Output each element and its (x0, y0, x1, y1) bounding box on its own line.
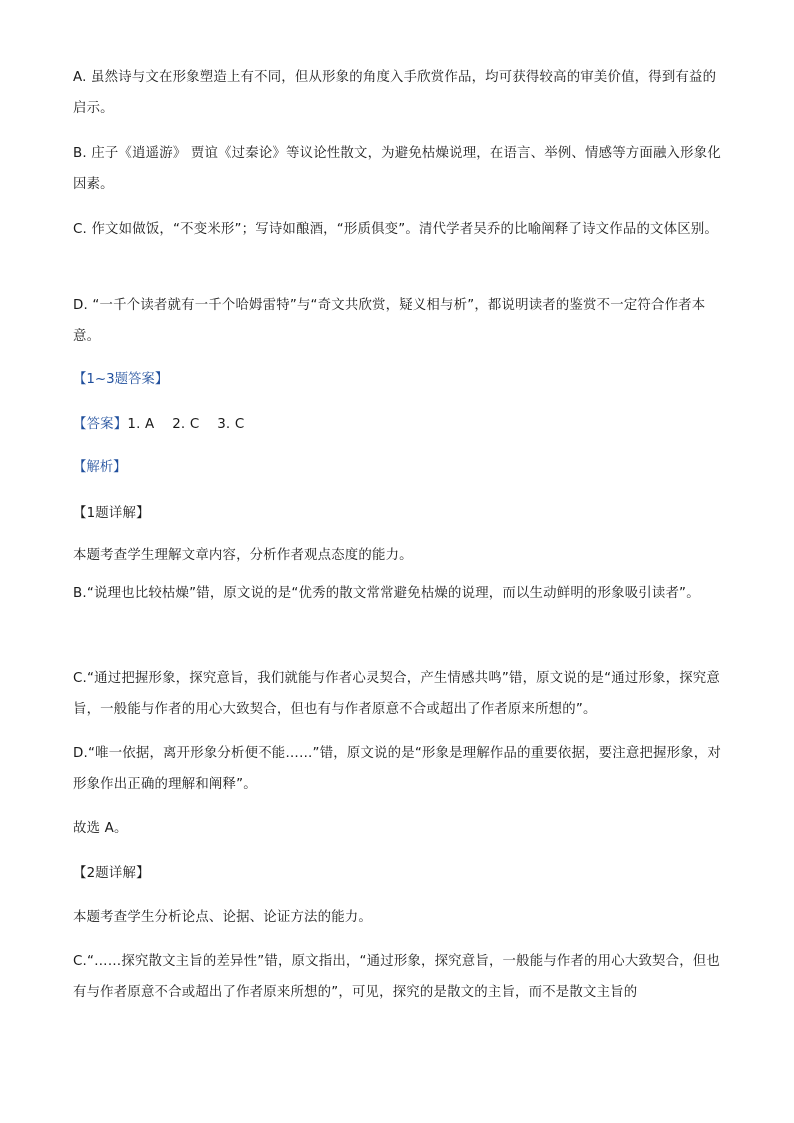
analysis-title: 【解析】 (73, 460, 127, 475)
option-b: B. 庄子《逍遥游》 贾谊《过秦论》等议论性散文，为避免枯燥说理，在语言、举例、情感等方面融入形象化因素。 (73, 146, 721, 192)
answer-section-title: 【1~3题答案】 (73, 372, 169, 387)
q2-para-c: C.“……探究散文主旨的差异性”错，原文指出，“通过形象，探究意旨，一般能与作者的用心大致契合，但也有与作者原意不合或超出了作者原来所想的”，可见，探究的是散文的主旨，而不是散文主旨的 (73, 954, 720, 1000)
q1-para-d: D.“唯一依据，离开形象分析便不能……”错，原文说的是“形象是理解作品的重要依据，要注意把握形象，对形象作出正确的理解和阐释”。 (73, 746, 721, 792)
q2-para-intro: 本题考查学生分析论点、论据、论证方法的能力。 (73, 910, 372, 925)
q2-title: 【2题详解】 (73, 866, 150, 881)
answer-line (73, 409, 721, 440)
q1-para-intro: 本题考查学生理解文章内容，分析作者观点态度的能力。 (73, 548, 413, 563)
q1-para-b: B.“说理也比较枯燥”错，原文说的是“优秀的散文常常避免枯燥的说理，而以生动鲜明的形象吸引读者”。 (73, 586, 700, 601)
option-d: D. “一千个读者就有一千个哈姆雷特”与“奇文共欣赏，疑义相与析”，都说明读者的鉴赏不一定符合作者本意。 (73, 298, 706, 344)
answer-label: 【答案】 (73, 417, 128, 432)
option-c: C. 作文如做饭，“不变米形”；写诗如酿酒，“形质俱变”。清代学者吴乔的比喻阐释了诗文作品的文体区别。 (73, 222, 718, 237)
answer-values: 1. A 2. C 3. C (127, 417, 245, 432)
q1-para-c: C.“通过把握形象，探究意旨，我们就能与作者心灵契合，产生情感共鸣”错，原文说的是“通过形象，探究意旨，一般能与作者的用心大致契合，但也有与作者原意不合或超出了作者原来所想的”。 (73, 671, 720, 717)
option-a: A. 虽然诗与文在形象塑造上有不同，但从形象的角度入手欣赏作品，均可获得较高的审美价值，得到有益的启示。 (73, 70, 717, 116)
q1-title: 【1题详解】 (73, 506, 150, 521)
q1-conclusion: 故选 A。 (73, 821, 128, 836)
